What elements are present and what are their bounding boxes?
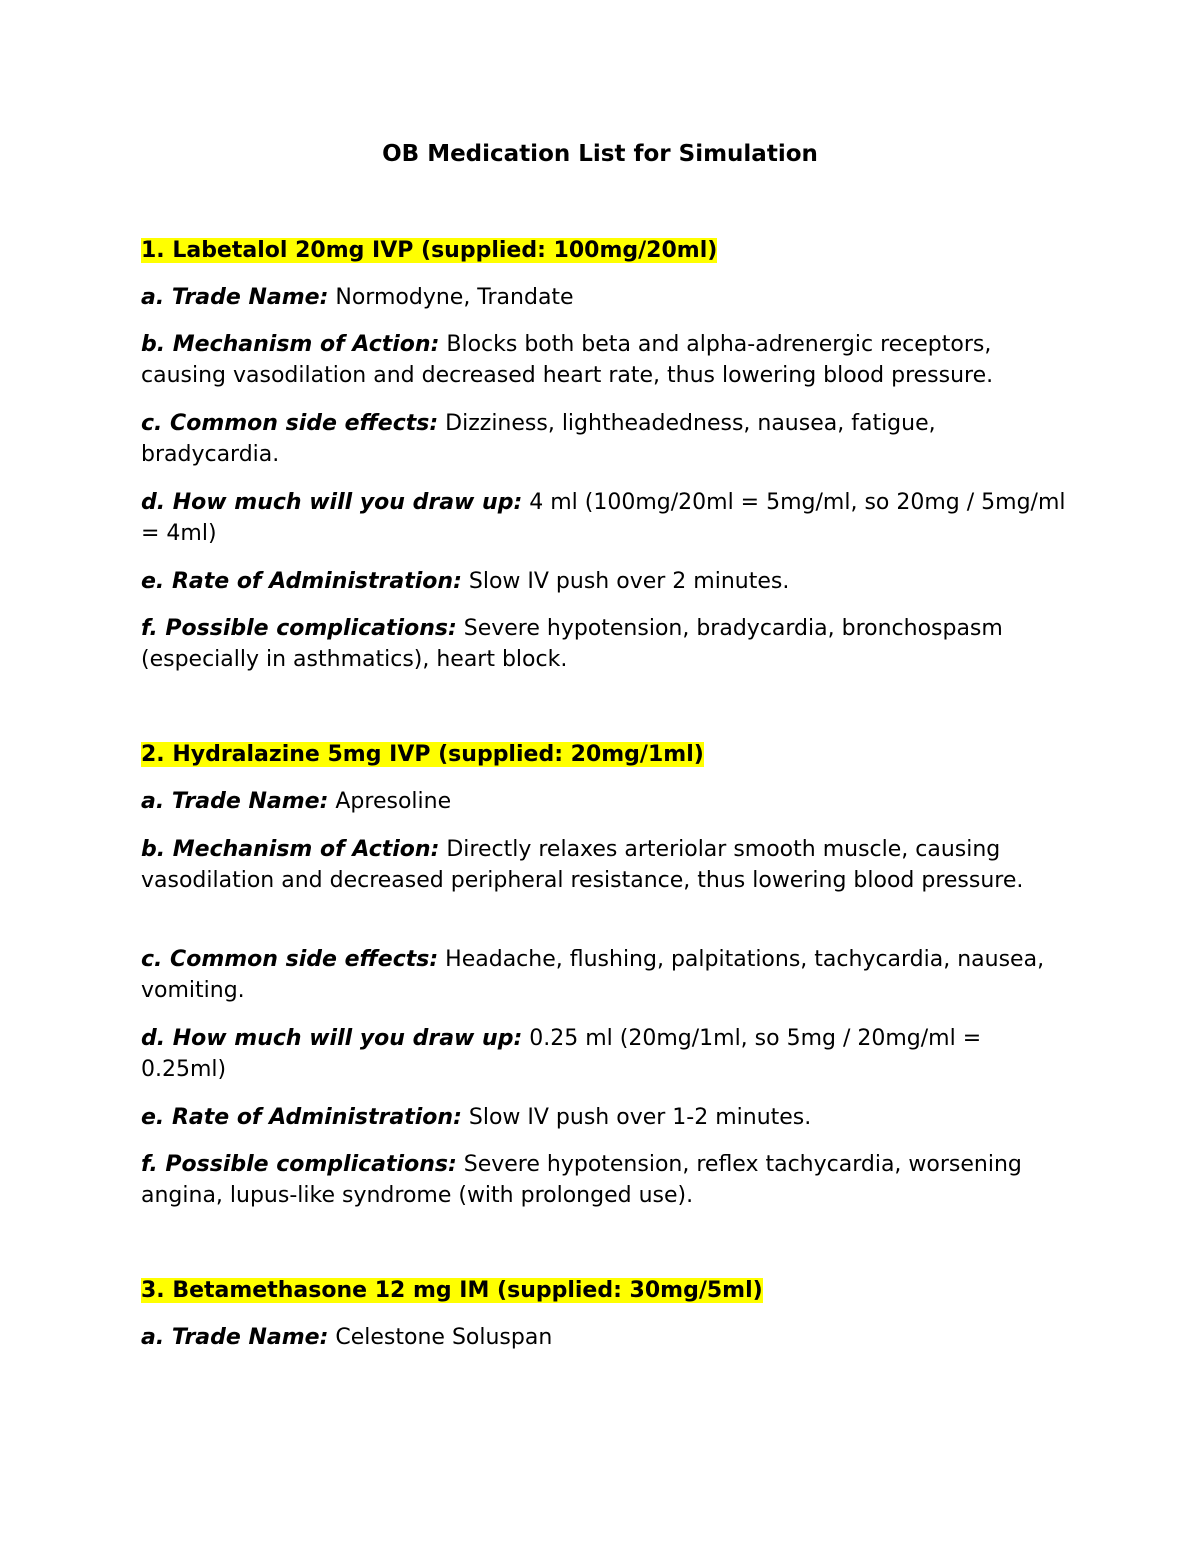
list-item	[141, 786, 1071, 817]
item-text: Severe hypotension, reflex tachycardia, worsening angina, lupus-like syndrome (with prolonged use).	[141, 1152, 1022, 1208]
item-label: a. Trade Name:	[141, 285, 329, 310]
list-item	[141, 1149, 1071, 1211]
item-text: Headache, flushing, palpitations, tachycardia, nausea, vomiting.	[141, 947, 1045, 1003]
item-text: Apresoline	[328, 789, 452, 814]
item-text: Dizziness, lightheadedness, nausea, fatigue, bradycardia.	[141, 411, 936, 467]
item-label: e. Rate of Administration:	[141, 569, 462, 594]
list-item	[141, 566, 1071, 597]
item-label: e. Rate of Administration:	[141, 1105, 462, 1130]
item-label: b. Mechanism of Action:	[141, 837, 440, 862]
item-text: Blocks both beta and alpha-adrenergic receptors, causing vasodilation and decreased heart rate, thus lowering blood pressure.	[141, 332, 994, 388]
item-text: Slow IV push over 1-2 minutes.	[461, 1105, 812, 1130]
item-label: d. How much will you draw up:	[141, 1026, 523, 1051]
item-label: c. Common side effects:	[141, 947, 439, 972]
list-item	[141, 1102, 1071, 1133]
list-item	[141, 1023, 1071, 1085]
item-label: a. Trade Name:	[141, 789, 329, 814]
list-item	[141, 834, 1071, 896]
item-label: f. Possible complications:	[141, 616, 457, 641]
medication-section	[141, 739, 1071, 770]
medication-heading: 3. Betamethasone 12 mg IM (supplied: 30mg/5ml)	[141, 1278, 763, 1303]
list-item	[141, 613, 1071, 675]
medication-section	[141, 235, 1071, 266]
medication-heading: 2. Hydralazine 5mg IVP (supplied: 20mg/1ml)	[141, 742, 704, 767]
item-label: b. Mechanism of Action:	[141, 332, 440, 357]
item-label: f. Possible complications:	[141, 1152, 457, 1177]
list-item	[141, 329, 1071, 391]
list-item	[141, 487, 1071, 549]
item-text: Celestone Soluspan	[328, 1325, 553, 1350]
medication-heading: 1. Labetalol 20mg IVP (supplied: 100mg/20ml)	[141, 238, 718, 263]
item-label: a. Trade Name:	[141, 1325, 329, 1350]
list-item	[141, 944, 1071, 1006]
item-label: d. How much will you draw up:	[141, 490, 523, 515]
item-text: Normodyne, Trandate	[328, 285, 574, 310]
item-label: c. Common side effects:	[141, 411, 439, 436]
item-text: 0.25 ml (20mg/1ml, so 5mg / 20mg/ml = 0.25ml)	[141, 1026, 982, 1082]
item-text: Severe hypotension, bradycardia, bronchospasm (especially in asthmatics), heart block.	[141, 616, 1003, 672]
document-title: OB Medication List for Simulation	[382, 141, 818, 167]
list-item	[141, 1322, 1071, 1353]
item-text: Directly relaxes arteriolar smooth muscle, causing vasodilation and decreased peripheral resistance, thus lowering blood pressure.	[141, 837, 1024, 893]
medication-section	[141, 1275, 1071, 1306]
item-text: 4 ml (100mg/20ml = 5mg/ml, so 20mg / 5mg/ml = 4ml)	[141, 490, 1066, 546]
list-item	[141, 282, 1071, 313]
item-text: Slow IV push over 2 minutes.	[461, 569, 790, 594]
list-item	[141, 408, 1071, 470]
